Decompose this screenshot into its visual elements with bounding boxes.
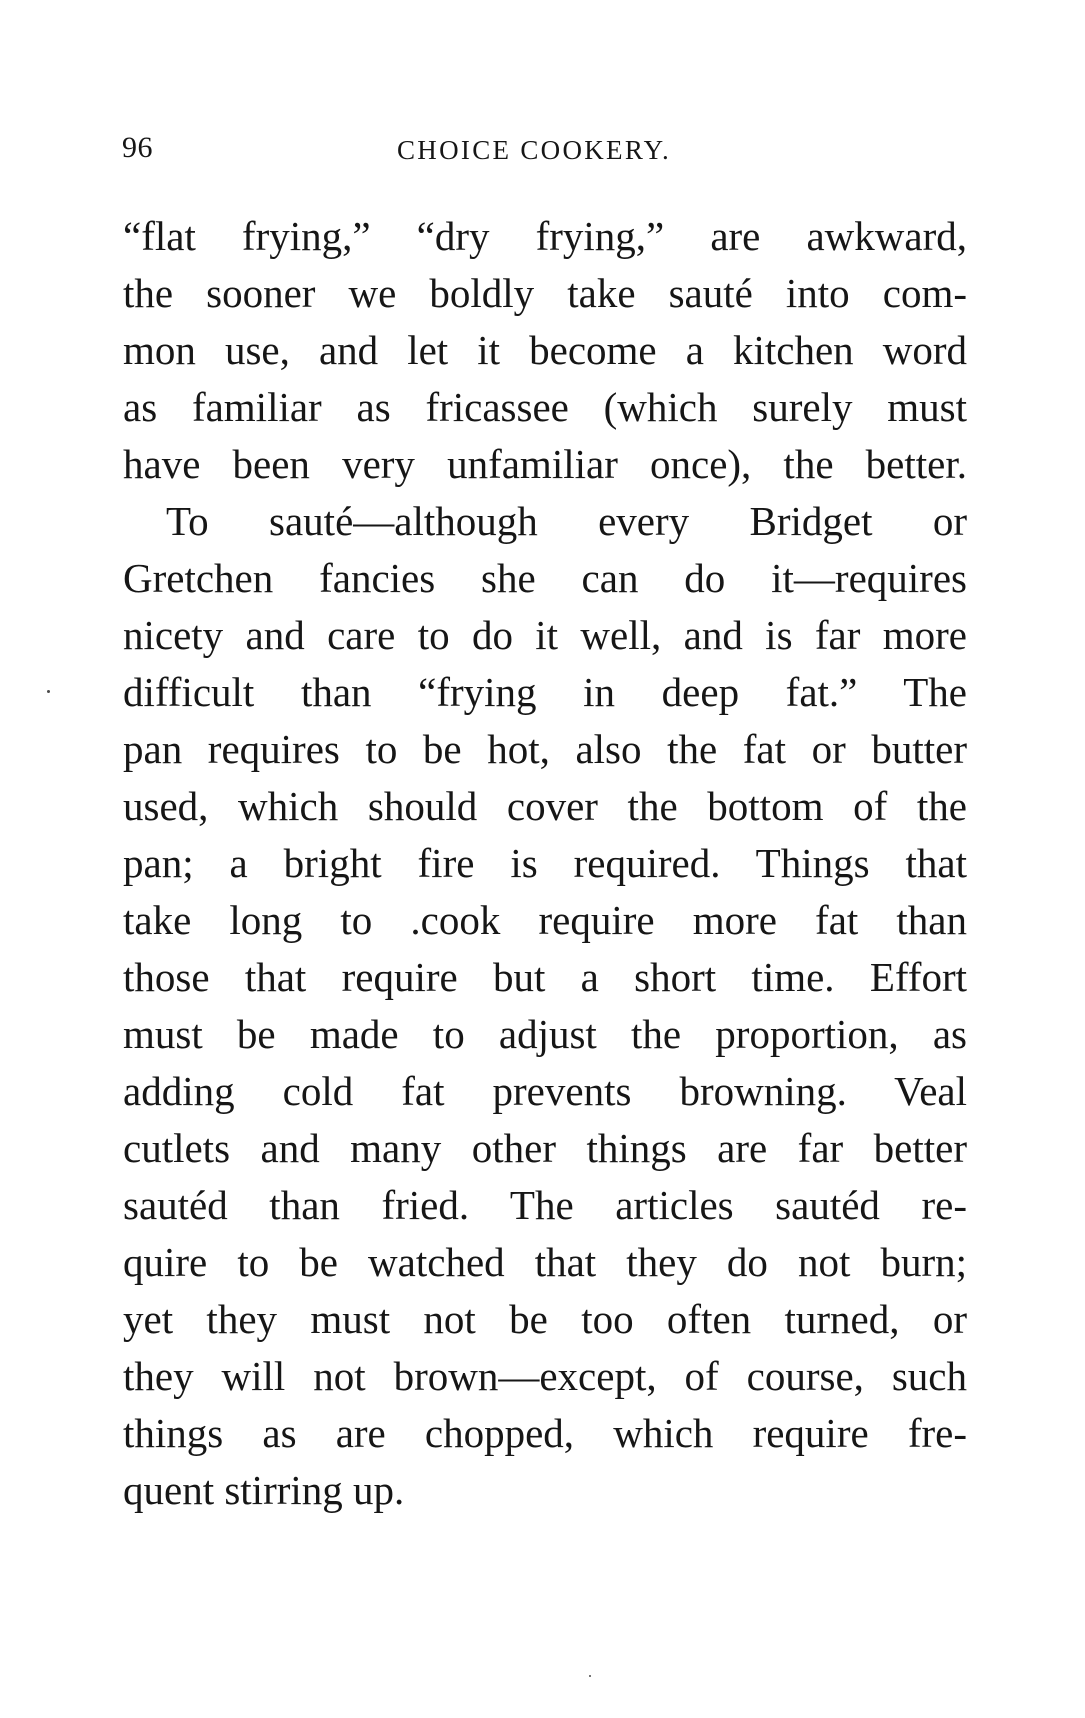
text-line: cutlets and many other things are far better	[123, 1125, 967, 1171]
text-line: as familiar as fricassee (which surely must	[123, 384, 967, 430]
text-line: quire to be watched that they do not burn;	[123, 1239, 967, 1285]
paper-speck	[47, 690, 50, 693]
text-line: have been very unfamiliar once), the better.	[123, 441, 967, 487]
paragraph-last-line: quent stirring up.	[123, 1467, 405, 1513]
text-line: mon use, and let it become a kitchen word	[123, 327, 967, 373]
text-line: the sooner we boldly take sauté into com-	[123, 270, 967, 316]
text-line: they will not brown—except, of course, such	[123, 1353, 967, 1399]
text-line: yet they must not be too often turned, or	[123, 1296, 967, 1342]
text-line: difficult than “frying in deep fat.” The	[123, 669, 967, 715]
text-line: “flat frying,” “dry frying,” are awkward,	[123, 213, 967, 259]
paper-speck	[589, 1675, 591, 1677]
text-line: Gretchen fancies she can do it—requires	[123, 555, 967, 601]
page-number: 96	[122, 131, 153, 164]
paragraph-first-line: To sauté—although every Bridget or	[166, 498, 967, 544]
running-title: CHOICE COOKERY.	[397, 135, 672, 165]
body-text	[123, 208, 967, 1519]
text-line: things as are chopped, which require fre-	[123, 1410, 967, 1456]
text-line: nicety and care to do it well, and is far more	[123, 612, 967, 658]
text-line: must be made to adjust the proportion, as	[123, 1011, 967, 1057]
text-line: take long to .cook require more fat than	[123, 897, 967, 943]
text-line: pan requires to be hot, also the fat or butter	[123, 726, 967, 772]
text-line: those that require but a short time. Effort	[123, 954, 967, 1000]
text-line: used, which should cover the bottom of the	[123, 783, 967, 829]
text-line: sautéd than fried. The articles sautéd re-	[123, 1182, 967, 1228]
text-line: pan; a bright fire is required. Things that	[123, 840, 967, 886]
running-head	[122, 124, 692, 174]
text-line: adding cold fat prevents browning. Veal	[123, 1068, 967, 1114]
